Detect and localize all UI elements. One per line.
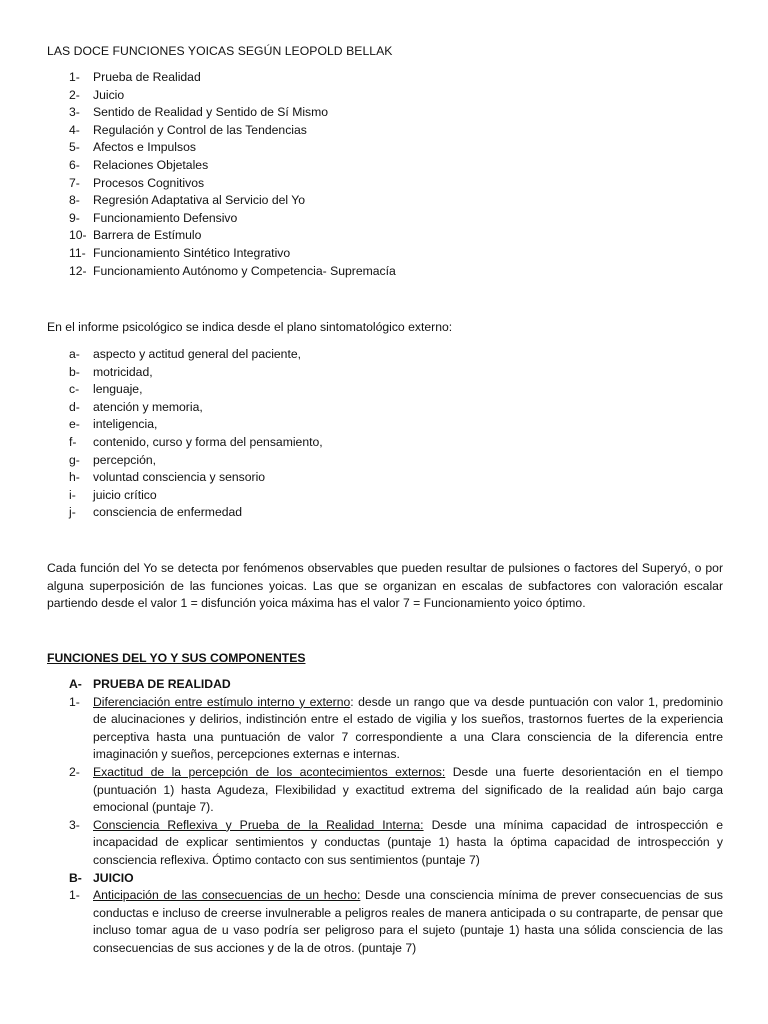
list-item: j- consciencia de enfermedad <box>69 505 243 520</box>
components-section <box>47 676 723 958</box>
scale-paragraph: Cada función del Yo se detecta por fenómenos observables que pueden resultar de pulsiones o factores del Superyó, o por alguna superposición de las funciones yoicas. Las que se organizan en escalas de subfactores con valoración escalar partiendo desde el valor 1 = disfunción yoica máxima has el valor 7 = Funcionamiento yoico óptimo. <box>47 561 723 611</box>
list-item: h- voluntad consciencia y sensorio <box>69 470 266 485</box>
functions-list <box>47 69 396 280</box>
list-item: e- inteligencia, <box>69 417 158 432</box>
list-item: 3- Sentido de Realidad y Sentido de Sí Mismo <box>69 105 329 120</box>
section-a-heading: A- PRUEBA DE REALIDAD <box>69 677 231 691</box>
list-item: 4- Regulación y Control de las Tendencias <box>69 122 307 137</box>
section-b-heading: B- JUICIO <box>69 870 134 885</box>
list-item: b- motricidad, <box>69 364 153 379</box>
list-item: f- contenido, curso y forma del pensamiento, <box>69 434 323 449</box>
list-item: 7- Procesos Cognitivos <box>69 175 205 190</box>
list-item: 12- Funcionamiento Autónomo y Competencia- Supremacía <box>69 263 396 278</box>
list-item: 6- Relaciones Objetales <box>69 157 209 172</box>
list-item: 11- Funcionamiento Sintético Integrativo <box>69 245 291 260</box>
list-item: 10- Barrera de Estímulo <box>69 228 202 243</box>
list-item: i- juicio crítico <box>69 487 157 502</box>
list-item: 8- Regresión Adaptativa al Servicio del Yo <box>69 193 306 208</box>
section-a-item: 2- Exactitud de la percepción de los acontecimientos externos: Desde una fuerte desorientación en el tiempo (puntuación 1) hasta Agudeza, Flexibilidad y exactitud extrema del significado de la realidad aún bajo carga emocional (puntaje 7). <box>69 764 723 815</box>
list-item: 9- Funcionamiento Defensivo <box>69 210 238 225</box>
document-title: LAS DOCE FUNCIONES YOICAS SEGÚN LEOPOLD BELLAK <box>47 44 393 58</box>
section-b-item: 1- Anticipación de las consecuencias de un hecho: Desde una consciencia mínima de prever consecuencias de sus conductas e incluso de creerse invulnerable a peligros reales de manera anticipada o su contraparte, de pensar que incluso tomar agua de u vaso podría ser peligroso para el sujeto (puntaje 1) hasta una sólida consciencia de las consecuencias de sus acciones y de la de otros. (puntaje 7) <box>69 888 723 955</box>
list-item: 2- Juicio <box>69 87 125 102</box>
section-heading: FUNCIONES DEL YO Y SUS COMPONENTES <box>47 651 306 665</box>
section-a-item: 1- Diferenciación entre estímulo interno y externo: desde un rango que va desde puntuación con valor 1, predominio de alucinaciones y delirios, indistinción entre el estado de vigilia y los sueños, trastornos fuertes de la experiencia perceptiva hasta una puntuación de valor 7 correspondiente a una Clara consciencia de la diferencia entre imaginación y sueños, percepciones externas e internas. <box>69 694 723 762</box>
section-a-item: 3- Consciencia Reflexiva y Prueba de la Realidad Interna: Desde una mínima capacidad de introspección e incapacidad de explicar sentimientos y conductas (puntaje 1) hasta la óptima capacidad de introspección y consciencia reflexiva. Óptimo contacto con sus sentimientos (puntaje 7) <box>69 817 723 867</box>
list-item: 1- Prueba de Realidad <box>69 70 201 84</box>
list-item: d- atención y memoria, <box>69 399 203 414</box>
list-item: g- percepción, <box>69 452 157 467</box>
list-item: 5- Afectos e Impulsos <box>69 140 196 155</box>
list-item: c- lenguaje, <box>69 382 143 397</box>
symptom-intro: En el informe psicológico se indica desde el plano sintomatológico externo: <box>47 320 453 334</box>
aspects-list <box>47 346 323 522</box>
list-item: a- aspecto y actitud general del paciente, <box>69 347 302 361</box>
